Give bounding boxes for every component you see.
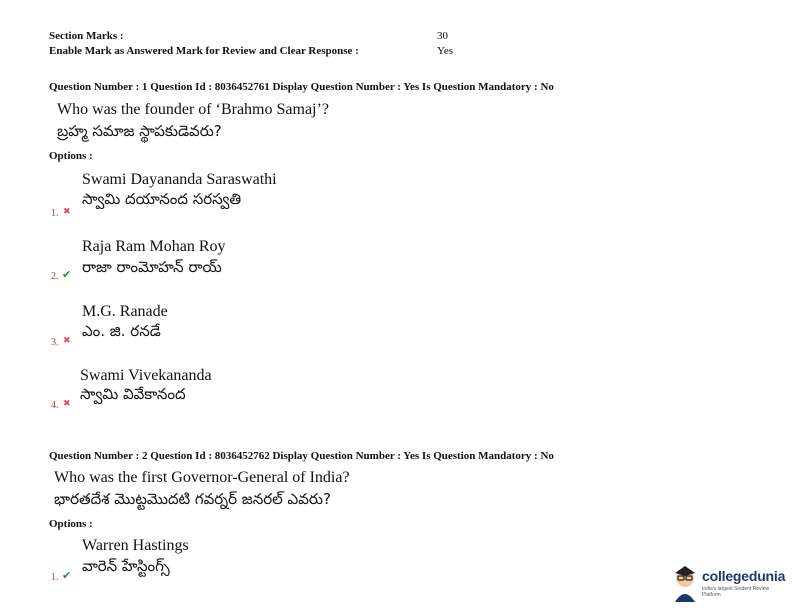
question-2-text-en: Who was the first Governor-General of India? — [54, 469, 350, 486]
option-number: 1. — [51, 208, 59, 219]
section-marks-value: 30 — [437, 30, 448, 42]
question-2-options-label: Options : — [49, 518, 93, 530]
option-text-en: Warren Hastings — [82, 537, 189, 554]
collegedunia-watermark — [670, 564, 788, 604]
enable-mark-value: Yes — [437, 45, 454, 57]
question-1-header: Question Number : 1 Question Id : 8036452761 Display Question Number : Yes Is Question Mandatory : No — [49, 81, 554, 93]
section-marks-label: Section Marks : — [49, 30, 124, 42]
option-number: 2. — [51, 271, 59, 282]
option-text-te: రాజా రాంమోహన్ రాయ్ — [82, 258, 222, 276]
option-text-en: Swami Dayananda Saraswathi — [82, 171, 277, 188]
question-1-text-te: బ్రహ్మ సమాజ స్థాపకుడెవరు? — [57, 122, 222, 140]
option-number: 4. — [51, 400, 59, 411]
option-number: 3. — [51, 337, 59, 348]
student-mascot-icon — [670, 564, 700, 602]
question-1-text-en: Who was the founder of ‘Brahmo Samaj’? — [57, 101, 329, 118]
enable-mark-label: Enable Mark as Answered Mark for Review and Clear Response : — [49, 45, 359, 57]
brand-tagline: India's largest Student Review Platform — [702, 586, 770, 598]
option-text-en: Raja Ram Mohan Roy — [82, 238, 226, 255]
option-text-en: M.G. Ranade — [82, 303, 168, 320]
check-icon: ✔ — [62, 569, 72, 582]
wrong-icon: ✖ — [63, 336, 71, 346]
question-2-text-te: భారతదేశ మొట్టమొదటి గవర్నర్ జనరల్ ఎవరు? — [54, 490, 331, 508]
option-text-te: స్వామి వివేకానంద — [80, 385, 186, 403]
option-text-te: వారెన్ హేస్టింగ్స్ — [82, 557, 170, 575]
brand-name: collegedunia — [702, 568, 786, 584]
option-text-te: స్వామి దయానంద సరస్వతి — [82, 190, 242, 208]
option-text-te: ఎం. జి. రనడే — [82, 322, 161, 340]
option-number: 1. — [51, 572, 59, 583]
question-2-header: Question Number : 2 Question Id : 8036452762 Display Question Number : Yes Is Question Mandatory : No — [49, 450, 554, 462]
option-text-en: Swami Vivekananda — [80, 367, 212, 384]
check-icon: ✔ — [62, 268, 72, 281]
wrong-icon: ✖ — [63, 399, 71, 409]
question-1-options-label: Options : — [49, 150, 93, 162]
wrong-icon: ✖ — [63, 207, 71, 217]
